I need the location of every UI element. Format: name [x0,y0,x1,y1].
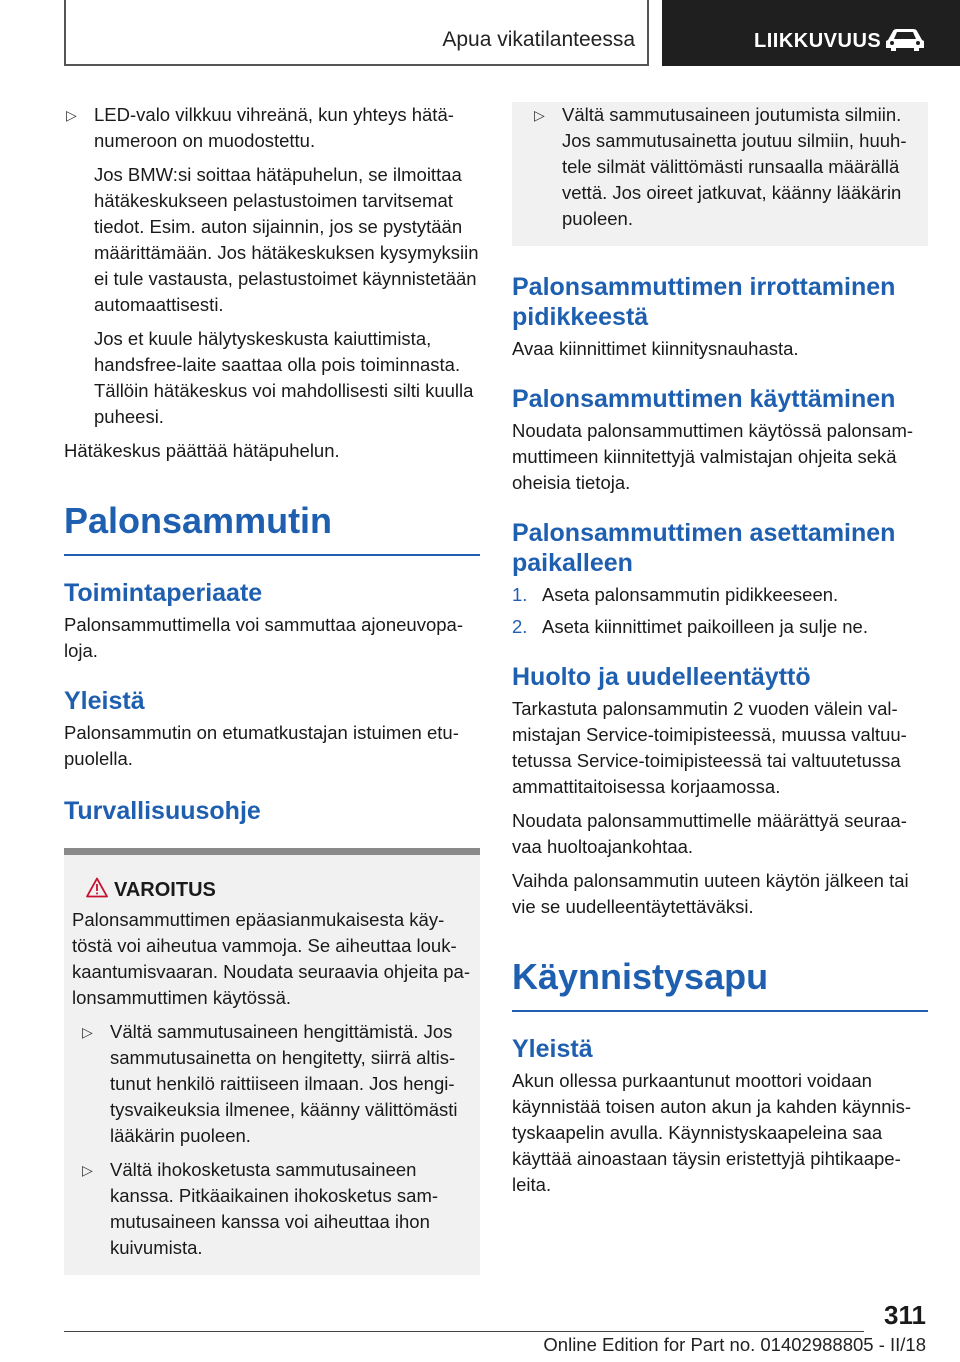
warning-box-continued [512,102,928,246]
list-item [80,1019,470,1149]
paragraph: Vaihda palonsammutin uuteen käytön jälkeen tai vie se uudelleentäytettäväksi. [512,870,909,917]
bullet-text: Vältä sammutusaineen hengittämistä. Jos sammutusainetta on hengitetty, siirrä altistunut henkilö raittiiseen ilmaan. Jos hengitysvaikeuksia ilmenee, käänny välittömästi lääkärin puoleen. [110,1020,458,1146]
page-header [0,0,960,66]
section-heading: Palonsammuttimen asettaminen paikalleen [512,519,896,577]
bullet-text: Vältä sammutusaineen joutumista silmiin. Jos sammutusainetta joutuu silmiin, huuhtele silmät välittömästi runsaalla määrällä vettä. Jos oireet jatkuvat, käänny lääkärin puoleen. [562,104,907,229]
section-heading: Yleistä [512,1034,593,1063]
paragraph: Akun ollessa purkaantunut moottori voidaan käynnistää toisen auton akun ja kahden käynnistyskaapelin avulla. Käynnistyskaapeleina saa käyttää ainoastaan täysin eristettyjä pihtikaapeleita. [512,1069,912,1195]
bullet-subparagraph: Jos et kuule hälytyskeskusta kaiuttimista, handsfree-laite saattaa olla pois toiminnasta. Tällöin hätäkeskus voi mahdollisesti silti kuulla puheesi. [94,328,474,427]
header-chapter-title: LIIKKUVUUS [754,30,882,52]
triangle-bullet-icon: ▷ [82,1023,93,1040]
paragraph: Noudata palonsammuttimen käytössä palonsammuttimeen kiinnitettyjä valmistajan ohjeita sekä oheisia tietoja. [512,420,914,493]
header-chapter-box [662,0,960,66]
warning-title [72,877,470,903]
section-heading: Palonsammuttimen irrottaminen pidikkeestä [512,273,896,331]
heading-rule [64,554,480,556]
paragraph: Avaa kiinnittimet kiinnitysnauhasta. [512,338,799,359]
section-heading: Huolto ja uudelleentäyttö [512,663,811,691]
list-item [512,614,928,640]
section-heading: Palonsammuttimen käyttäminen [512,385,896,413]
triangle-bullet-icon: ▷ [534,107,545,123]
paragraph: Tarkastuta palonsammutin 2 vuoden välein valmistajan Service-toimipisteessä, muussa valtuutetussa Service-toimipisteessä tai valtuutetussa ammattitaitoisessa korjaamossa. [512,698,907,797]
triangle-bullet-icon: ▷ [82,1161,93,1178]
step-text: Aseta kiinnittimet paikoilleen ja sulje ne. [542,616,868,637]
warning-text: Palonsammuttimen epäasianmukaisesta käytöstä voi aiheutua vammoja. Se aiheuttaa loukkaantumisvaaran. Noudata seuraavia ohjeita palonsammuttimen käytössä. [72,908,471,1008]
warning-title-text: VAROITUS [114,878,216,901]
bullet-text: LED-valo vilkkuu vihreänä, kun yhteys hätänumeroon on muodostettu. [94,104,454,151]
right-column [512,102,928,1198]
bullet-text: Vältä ihokosketusta sammutusaineen kanssa. Pitkäaikainen ihokosketus sammutusaineen kanssa voi aiheuttaa ihon kuivumista. [110,1158,439,1258]
paragraph: Palonsammuttimella voi sammuttaa ajoneuvopaloja. [64,613,463,661]
footer-rule [64,1331,864,1332]
paragraph: Hätäkeskus päättää hätäpuhelun. [64,440,340,461]
left-column [64,102,480,1275]
heading-rule [512,1010,928,1012]
list-item [64,102,480,430]
chapter-heading: Käynnistysapu [512,956,769,997]
list-item [532,102,918,232]
bullet-subparagraph: Jos BMW:si soittaa hätäpuhelun, se ilmoittaa hätäkeskukseen pelastustoimen tarvitsemat tiedot. Esim. auton sijainnin, jos se pystytään määrittämään. Jos hätäkeskuksen kysymyksiin ei tule vastausta, pelastustoimet käynnistetään automaattisesti. [94,164,479,315]
step-text: Aseta palonsammutin pidikkeeseen. [542,584,839,605]
warning-triangle-icon [86,877,108,898]
list-item [512,582,928,608]
section-heading: Turvallisuusohje [64,796,261,825]
chapter-heading: Palonsammutin [64,500,333,541]
step-number: 2. [512,616,528,637]
footer-edition: Online Edition for Part no. 01402988805 - II/18 [543,1334,926,1355]
paragraph: Noudata palonsammuttimelle määrättyä seuraavaa huoltoajankohtaa. [512,810,907,857]
section-heading: Yleistä [64,686,145,715]
header-section-title: Apua vikatilanteessa [442,28,635,51]
header-section-box [64,0,649,66]
paragraph: Palonsammutin on etumatkustajan istuimen etupuolella. [64,721,459,769]
list-item [80,1157,470,1261]
section-heading: Toimintaperiaate [64,578,263,607]
step-number: 1. [512,584,528,605]
warning-box [64,848,480,1275]
car-icon [884,26,926,52]
page-number: 311 [884,1300,926,1330]
triangle-bullet-icon: ▷ [66,107,77,123]
